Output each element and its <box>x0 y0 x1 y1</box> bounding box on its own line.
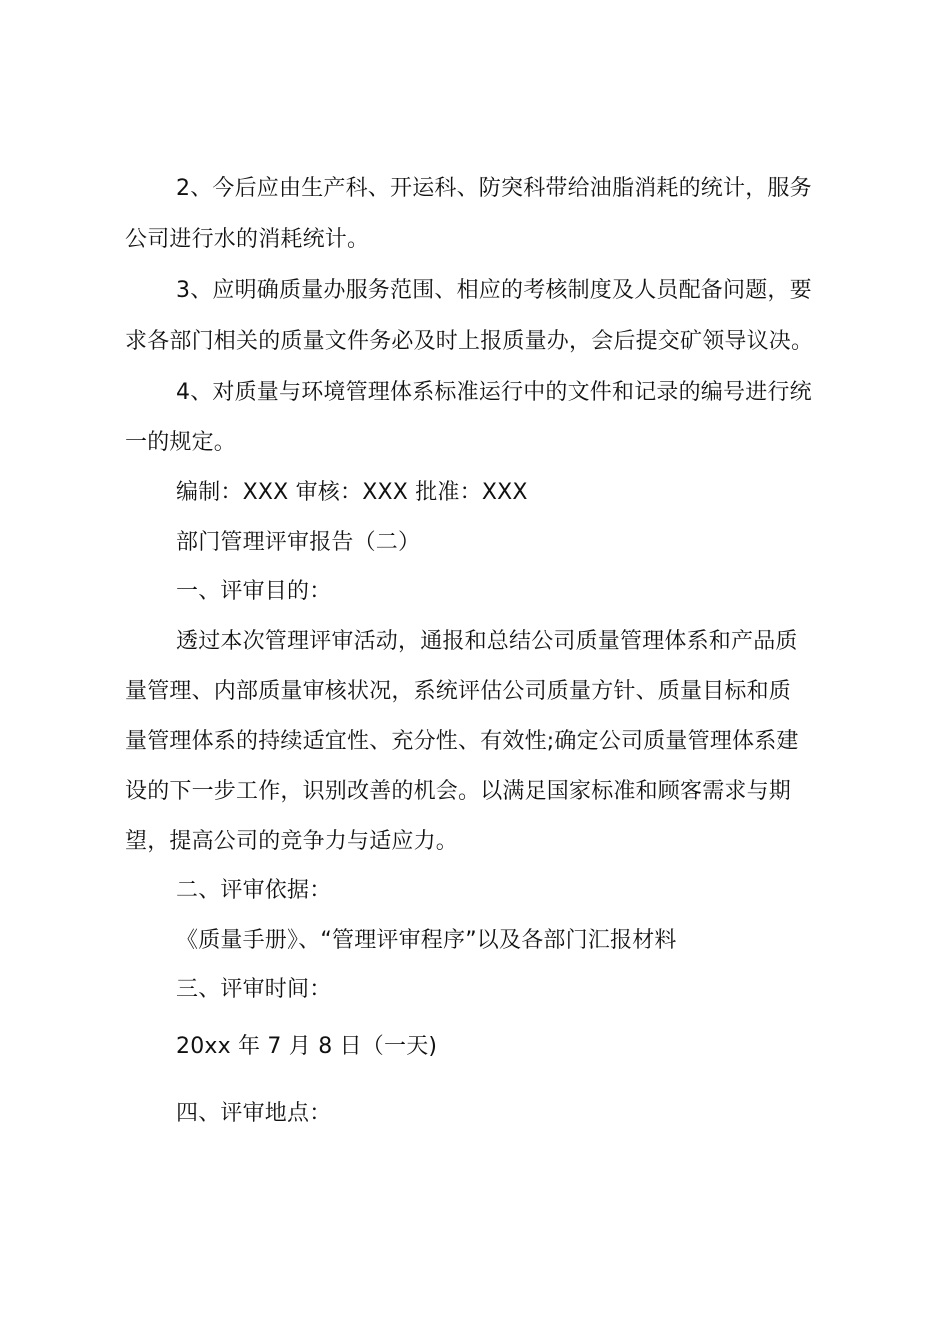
section-3-heading: 三、评审时间： <box>176 977 332 1002</box>
section-1-line-1: 透过本次管理评审活动，通报和总结公司质量管理体系和产品质 <box>176 629 798 654</box>
section-3-body: 20xx 年 7 月 8 日（一天) <box>176 1034 438 1059</box>
item-2-line-1: 2、今后应由生产科、开运科、防突科带给油脂消耗的统计，服务 <box>176 176 812 201</box>
section-4-heading: 四、评审地点： <box>176 1101 332 1126</box>
section-1-heading: 一、评审目的： <box>176 579 332 604</box>
section-2-heading: 二、评审依据： <box>176 878 332 903</box>
report-title: 部门管理评审报告（二） <box>176 530 421 555</box>
item-2-line-2: 公司进行水的消耗统计。 <box>125 227 370 252</box>
signoff-line: 编制：XXX 审核：XXX 批准：XXX <box>176 480 528 505</box>
section-2-body: 《质量手册》、“管理评审程序”以及各部门汇报材料 <box>176 928 677 953</box>
item-3-line-2: 求各部门相关的质量文件务必及时上报质量办，会后提交矿领导议决。 <box>125 329 814 354</box>
item-4-line-1: 4、对质量与环境管理体系标准运行中的文件和记录的编号进行统 <box>176 380 812 405</box>
section-1-line-3: 量管理体系的持续适宜性、充分性、有效性;确定公司质量管理体系建 <box>125 729 799 754</box>
section-1-line-4: 设的下一步工作，识别改善的机会。以满足国家标准和顾客需求与期 <box>125 779 792 804</box>
section-1-line-2: 量管理、内部质量审核状况，系统评估公司质量方针、质量目标和质 <box>125 679 792 704</box>
section-1-line-5: 望，提高公司的竞争力与适应力。 <box>125 829 459 854</box>
item-3-line-1: 3、应明确质量办服务范围、相应的考核制度及人员配备问题，要 <box>176 278 812 303</box>
item-4-line-2: 一的规定。 <box>125 430 237 455</box>
